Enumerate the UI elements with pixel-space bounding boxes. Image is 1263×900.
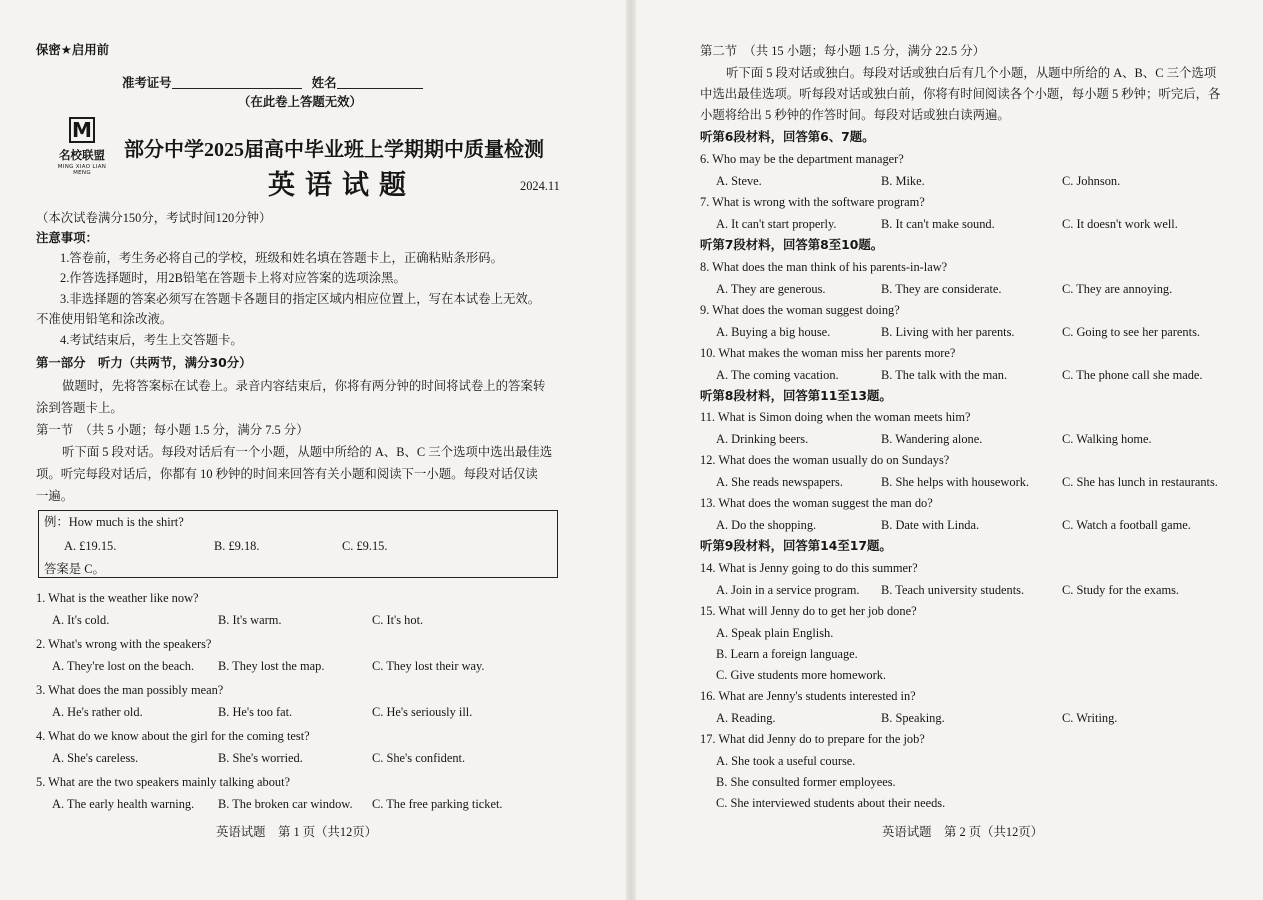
invalid-note: （在此卷上答题无效）	[238, 95, 362, 109]
q16-option-c: C. Writing.	[1062, 711, 1118, 725]
q14-option-b: B. Teach university students.	[881, 583, 1025, 597]
part1-title: 第一部分 听力（共两节，满分30分）	[36, 355, 252, 370]
q12-option-b: B. She helps with housework.	[881, 475, 1029, 489]
exam-page-1	[0, 0, 626, 900]
q13-option-b: B. Date with Linda.	[881, 518, 980, 532]
q12-option-a: A. She reads newspapers.	[716, 475, 843, 489]
section2-instr-1: 听下面 5 段对话或独白。每段对话或独白后有几个小题，从题中所给的 A、B、C 三个选项	[726, 66, 1217, 80]
question-10: 10. What makes the woman miss her parents more?	[700, 346, 956, 360]
q16-option-b: B. Speaking.	[881, 711, 945, 725]
question-14: 14. What is Jenny going to do this summer?	[700, 561, 918, 575]
score-time: （本次试卷满分150分，考试时间120分钟）	[36, 211, 272, 225]
q13-option-a: A. Do the shopping.	[716, 518, 817, 532]
section2-instr-3: 小题将给出 5 秒钟的作答时间。每段对话或独白读两遍。	[700, 108, 1010, 122]
exam-id-field	[122, 77, 423, 89]
question-8: 8. What does the man think of his parents-in-law?	[700, 260, 948, 274]
logo-en: MING XIAO LIAN MENG	[57, 164, 107, 176]
logo-cn: 名校联盟	[59, 150, 105, 162]
q6-option-c: C. Johnson.	[1062, 174, 1121, 188]
q11-option-a: A. Drinking beers.	[716, 432, 809, 446]
material-9-header: 听第9段材料，回答第14至17题。	[700, 538, 892, 553]
q10-option-a: A. The coming vacation.	[716, 368, 839, 382]
part1-instr-2: 涂到答题卡上。	[36, 401, 123, 415]
q1-option-a: A. It's cold.	[52, 613, 110, 627]
page-1-footer: 英语试题 第 1 页（共12页）	[216, 825, 378, 839]
name-label: 姓名	[311, 76, 337, 90]
example-option-b: B. £9.18.	[214, 539, 260, 553]
q9-option-c: C. Going to see her parents.	[1062, 325, 1200, 339]
notes-title: 注意事项：	[36, 230, 98, 245]
q11-option-b: B. Wandering alone.	[881, 432, 983, 446]
q5-option-a: A. The early health warning.	[52, 797, 195, 811]
subject-title: 英语试题	[268, 170, 416, 200]
q4-option-a: A. She's careless.	[52, 751, 139, 765]
page-2-footer: 英语试题 第 2 页（共12页）	[882, 825, 1044, 839]
q17-option-a: A. She took a useful course.	[716, 754, 856, 768]
material-7-header: 听第7段材料，回答第8至10题。	[700, 237, 884, 252]
q6-option-b: B. Mike.	[881, 174, 925, 188]
exam-title: 部分中学2025届高中毕业班上学期期中质量检测	[124, 139, 544, 161]
question-3: 3. What does the man possibly mean?	[36, 683, 224, 697]
question-17: 17. What did Jenny do to prepare for the job?	[700, 732, 925, 746]
material-6-header: 听第6段材料，回答第6、7题。	[700, 129, 875, 144]
exam-date: 2024.11	[520, 179, 560, 193]
q9-option-a: A. Buying a big house.	[716, 325, 831, 339]
material-8-header: 听第8段材料，回答第11至13题。	[700, 388, 892, 403]
question-12: 12. What does the woman usually do on Sundays?	[700, 453, 950, 467]
note-3-cont: 不准使用铅笔和涂改液。	[36, 312, 173, 326]
q16-option-a: A. Reading.	[716, 711, 776, 725]
q15-option-b: B. Learn a foreign language.	[716, 647, 858, 661]
example-option-c: C. £9.15.	[342, 539, 388, 553]
q3-option-a: A. He's rather old.	[52, 705, 143, 719]
q17-option-b: B. She consulted former employees.	[716, 775, 896, 789]
section1-instr-1: 听下面 5 段对话。每段对话后有一个小题，从题中所给的 A、B、C 三个选项中选出最佳选	[62, 445, 553, 459]
q2-option-b: B. They lost the map.	[218, 659, 325, 673]
q1-option-b: B. It's warm.	[218, 613, 282, 627]
example-option-a: A. £19.15.	[64, 539, 117, 553]
page-gutter	[626, 0, 636, 900]
exam-id-label: 准考证号	[122, 76, 172, 90]
part1-instr-1: 做题时，先将答案标在试卷上。录音内容结束后，你将有两分钟的时间将试卷上的答案转	[62, 379, 546, 393]
note-4: 4.考试结束后，考生上交答题卡。	[60, 333, 243, 347]
question-6: 6. Who may be the department manager?	[700, 152, 904, 166]
q8-option-b: B. They are considerate.	[881, 282, 1002, 296]
section2-instr-2: 中选出最佳选项。听每段对话或独白前，你将有时间阅读各个小题，每小题 5 秒钟；听完后，各	[700, 87, 1221, 101]
logo-m-icon: M	[69, 117, 95, 143]
section1-instr-2: 项。听完每段对话后，你都有 10 秒钟的时间来回答有关小题和阅读下一小题。每段对话仅读	[36, 467, 538, 481]
exam-page-2	[636, 0, 1263, 900]
question-13: 13. What does the woman suggest the man do?	[700, 496, 933, 510]
q6-option-a: A. Steve.	[716, 174, 762, 188]
q10-option-c: C. The phone call she made.	[1062, 368, 1203, 382]
q7-option-a: A. It can't start properly.	[716, 217, 837, 231]
question-7: 7. What is wrong with the software program?	[700, 195, 925, 209]
q4-option-b: B. She's worried.	[218, 751, 303, 765]
q5-option-c: C. The free parking ticket.	[372, 797, 503, 811]
q15-option-a: A. Speak plain English.	[716, 626, 834, 640]
q8-option-c: C. They are annoying.	[1062, 282, 1173, 296]
q13-option-c: C. Watch a football game.	[1062, 518, 1191, 532]
q3-option-c: C. He's seriously ill.	[372, 705, 473, 719]
example-question: 例：How much is the shirt?	[44, 515, 184, 529]
league-logo	[50, 117, 114, 177]
q8-option-a: A. They are generous.	[716, 282, 826, 296]
question-2: 2. What's wrong with the speakers?	[36, 637, 212, 651]
q3-option-b: B. He's too fat.	[218, 705, 293, 719]
question-1: 1. What is the weather like now?	[36, 591, 199, 605]
q10-option-b: B. The talk with the man.	[881, 368, 1008, 382]
question-16: 16. What are Jenny's students interested in?	[700, 689, 916, 703]
section1-title: 第一节 （共 5 小题；每小题 1.5 分，满分 7.5 分）	[36, 423, 309, 437]
question-4: 4. What do we know about the girl for the coming test?	[36, 729, 310, 743]
exam-id-blank	[172, 88, 302, 89]
question-5: 5. What are the two speakers mainly talking about?	[36, 775, 291, 789]
note-3: 3.非选择题的答案必须写在答题卡各题目的指定区域内相应位置上，写在本试卷上无效。	[60, 292, 541, 306]
q9-option-b: B. Living with her parents.	[881, 325, 1015, 339]
note-1: 1.答卷前，考生务必将自己的学校，班级和姓名填在答题卡上，正确粘贴条形码。	[60, 251, 503, 265]
q1-option-c: C. It's hot.	[372, 613, 424, 627]
q2-option-a: A. They're lost on the beach.	[52, 659, 195, 673]
name-blank	[337, 88, 423, 89]
q12-option-c: C. She has lunch in restaurants.	[1062, 475, 1218, 489]
q2-option-c: C. They lost their way.	[372, 659, 485, 673]
q7-option-b: B. It can't make sound.	[881, 217, 995, 231]
q15-option-c: C. Give students more homework.	[716, 668, 887, 682]
q14-option-c: C. Study for the exams.	[1062, 583, 1180, 597]
example-answer: 答案是 C。	[44, 562, 105, 576]
section1-instr-3: 一遍。	[36, 489, 74, 503]
q11-option-c: C. Walking home.	[1062, 432, 1152, 446]
confidential-label: 保密★启用前	[36, 42, 110, 57]
q17-option-c: C. She interviewed students about their needs.	[716, 796, 946, 810]
section2-title: 第二节 （共 15 小题；每小题 1.5 分，满分 22.5 分）	[700, 44, 985, 58]
question-11: 11. What is Simon doing when the woman meets him?	[700, 410, 971, 424]
question-15: 15. What will Jenny do to get her job done?	[700, 604, 917, 618]
q14-option-a: A. Join in a service program.	[716, 583, 860, 597]
question-9: 9. What does the woman suggest doing?	[700, 303, 900, 317]
q5-option-b: B. The broken car window.	[218, 797, 353, 811]
q4-option-c: C. She's confident.	[372, 751, 466, 765]
note-2: 2.作答选择题时，用2B铅笔在答题卡上将对应答案的选项涂黑。	[60, 271, 406, 285]
q7-option-c: C. It doesn't work well.	[1062, 217, 1178, 231]
